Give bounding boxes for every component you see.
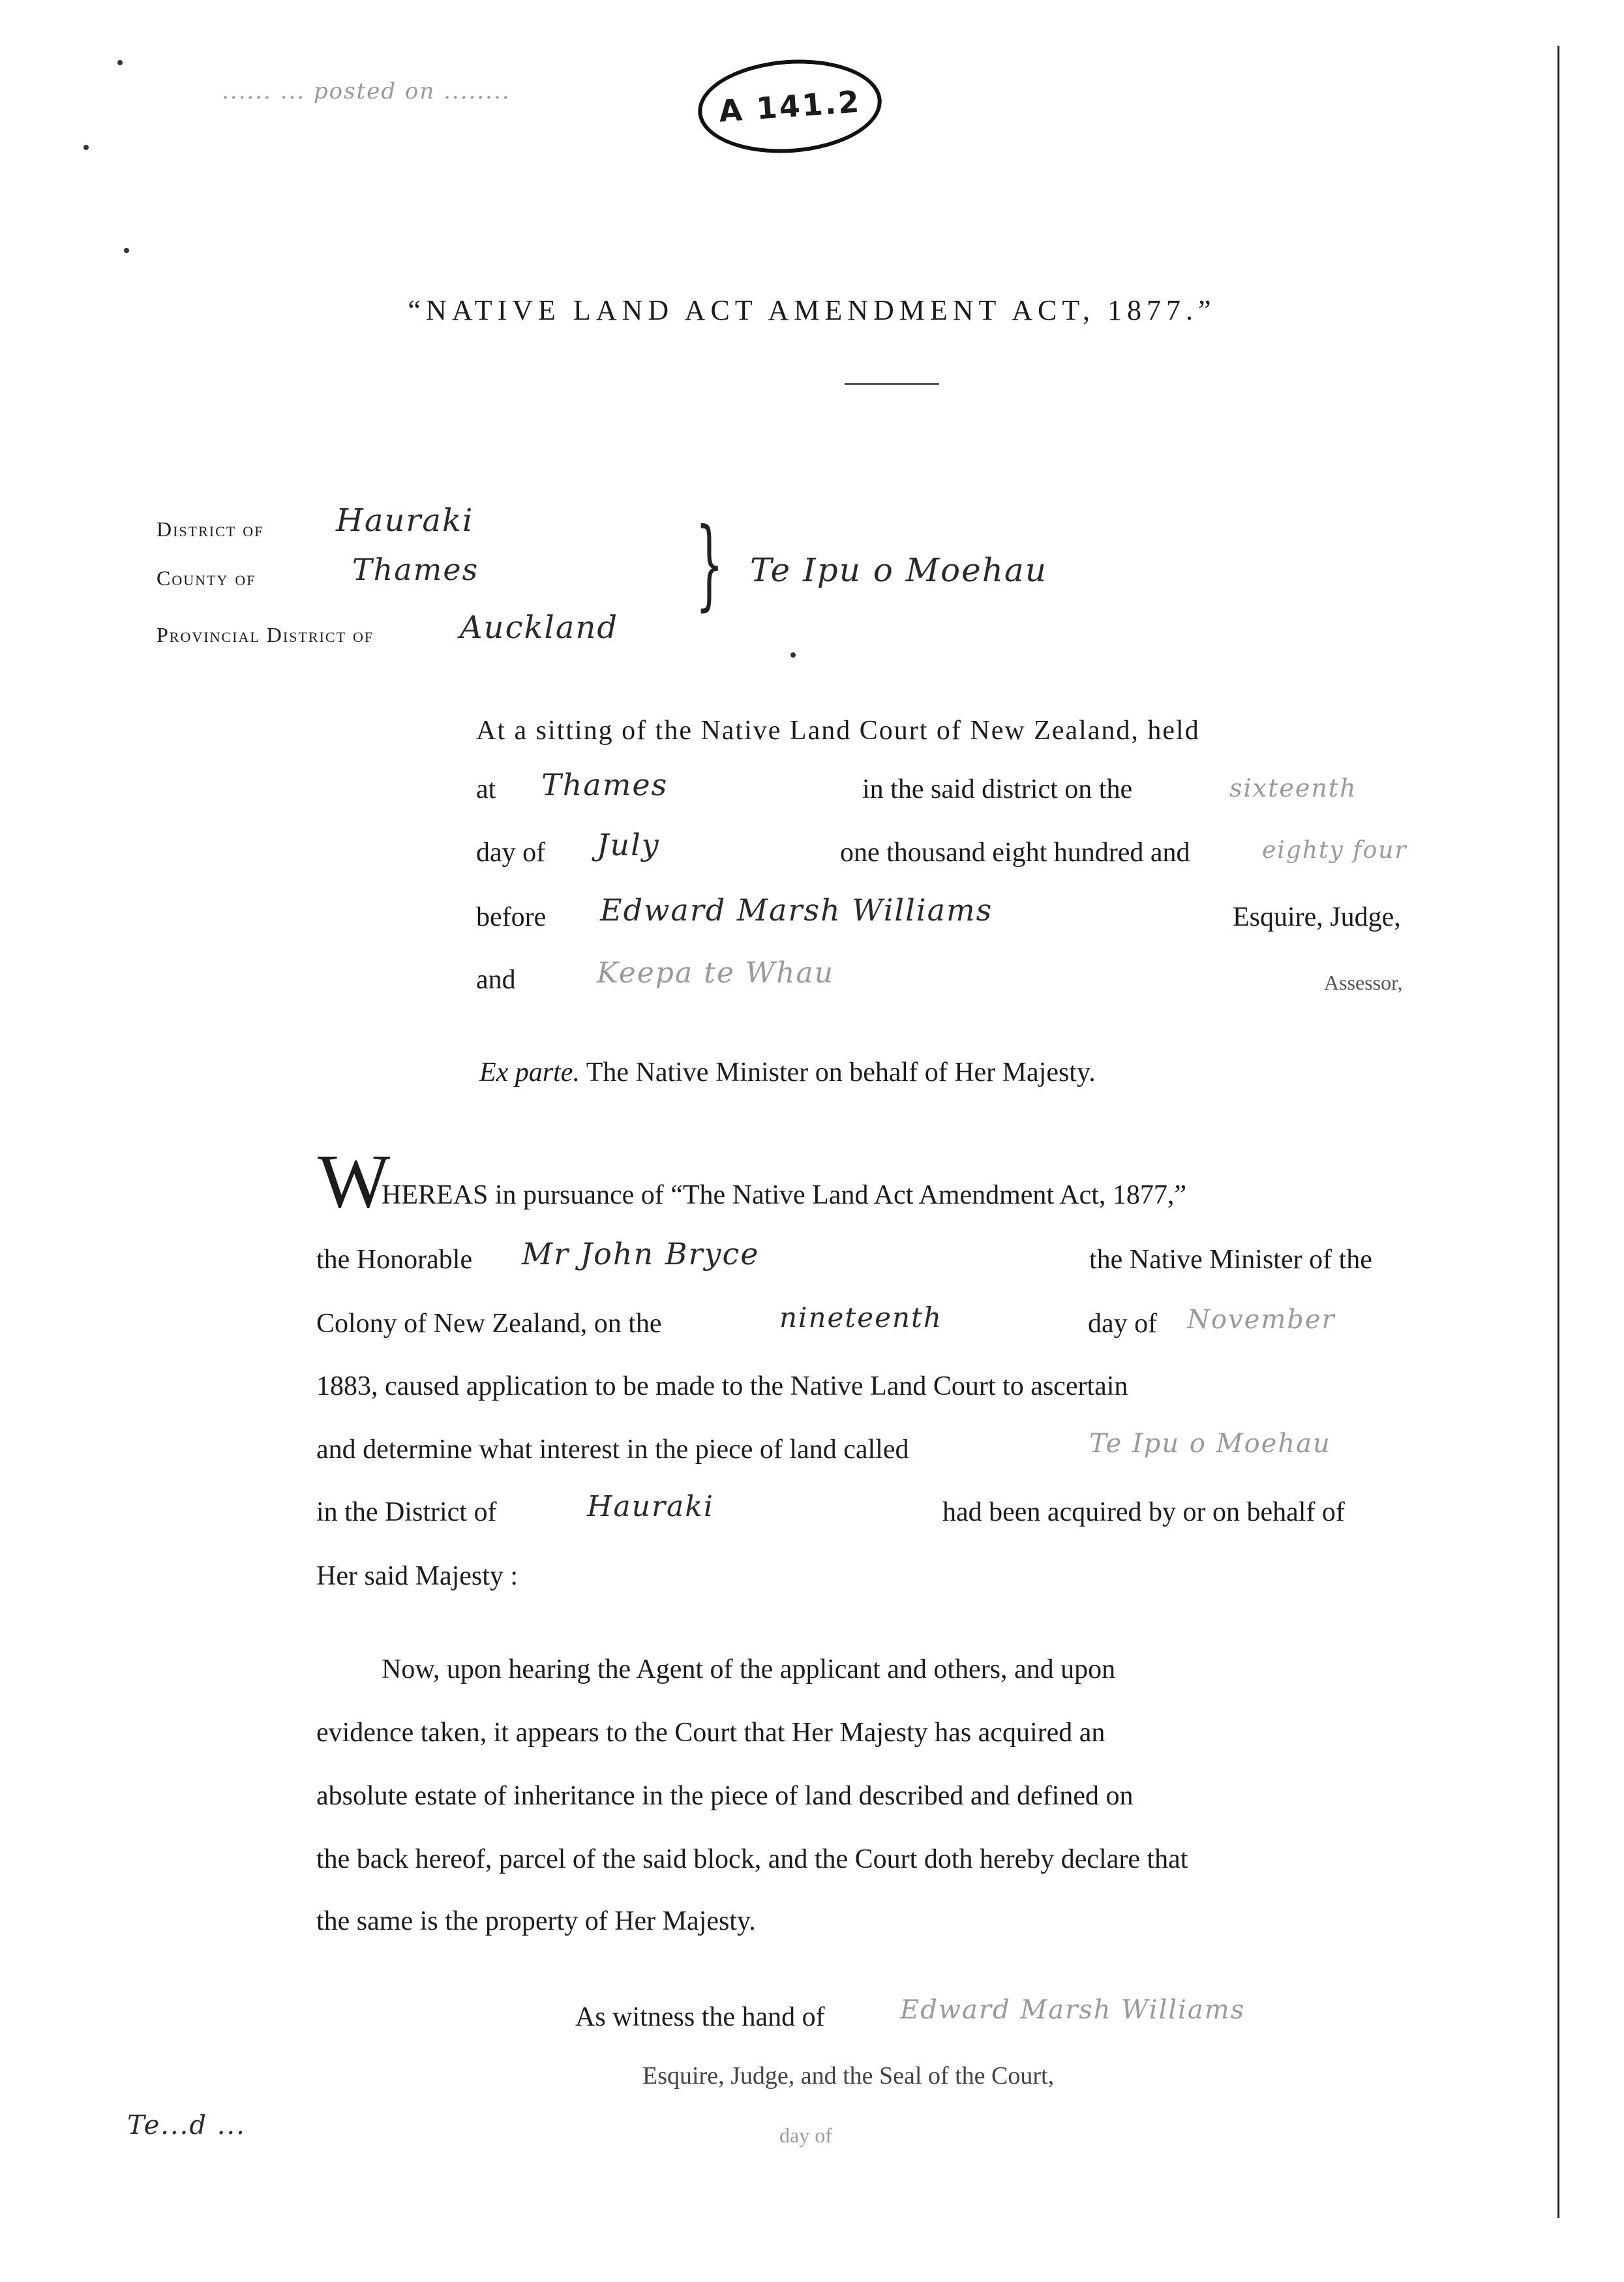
- whereas-line-1: HEREAS in pursuance of “The Native Land Act Amendment Act, 1877,”: [382, 1180, 1187, 1210]
- whereas-line-5-prefix: and determine what interest in the piece of land called: [316, 1435, 909, 1465]
- sitting-year: eighty four: [1262, 837, 1407, 864]
- district-label: District of: [157, 517, 264, 541]
- whereas-line-4-text: , caused application to be made to the Native Land Court to ascertain: [371, 1371, 1128, 1401]
- sitting-place: Thames: [541, 767, 669, 802]
- sitting-day: sixteenth: [1229, 774, 1357, 802]
- margin-note: Te...d ...: [127, 2110, 246, 2140]
- ex-parte-italic: Ex parte.: [479, 1057, 580, 1088]
- ink-speck: [83, 145, 89, 150]
- sitting-district-text: in the said district on the: [862, 774, 1133, 804]
- right-margin-rule: [1557, 46, 1559, 2218]
- witness-line-3: day of: [779, 2123, 832, 2147]
- ink-speck: [790, 652, 796, 658]
- assessor-title: Assessor,: [1324, 971, 1403, 994]
- sitting-year-text: one thousand eight hundred and: [840, 838, 1190, 868]
- sitting-dayof-label: day of: [476, 838, 546, 868]
- judge-title: Esquire, Judge,: [1233, 902, 1401, 932]
- reference-stamp: [695, 53, 884, 159]
- county-value: Thames: [352, 552, 479, 587]
- ex-parte-text: The Native Minister on behalf of Her Majesty.: [586, 1057, 1096, 1088]
- act-title: “NATIVE LAND ACT AMENDMENT ACT, 1877.”: [408, 294, 1216, 326]
- whereas-line-6-suffix: had been acquired by or on behalf of: [942, 1497, 1345, 1527]
- witness-line-2: Esquire, Judge, and the Seal of the Court,: [642, 2062, 1055, 2090]
- block-name: Te Ipu o Moehau: [750, 551, 1047, 589]
- whereas-line-3-mid: day of: [1088, 1309, 1158, 1339]
- judge-name: Edward Marsh Williams: [600, 892, 993, 928]
- sitting-line-1: At a sitting of the Native Land Court of New Zealand, held: [476, 716, 1200, 746]
- assessor-name: Keepa te Whau: [597, 956, 834, 990]
- ink-speck: [117, 60, 123, 65]
- minister-name: Mr John Bryce: [522, 1236, 760, 1271]
- sitting-month: July: [597, 827, 660, 862]
- application-year: 1883: [316, 1371, 371, 1401]
- ex-parte-line: [479, 1057, 1096, 1088]
- whereas-district: Hauraki: [587, 1490, 714, 1523]
- provincial-district-value: Auckland: [460, 609, 619, 646]
- whereas-line-2-prefix: the Honorable: [316, 1245, 473, 1275]
- whereas-line-3-prefix: Colony of New Zealand, on the: [316, 1309, 662, 1339]
- witness-name: Edward Marsh Williams: [900, 1995, 1246, 2025]
- whereas-line-7: Her said Majesty :: [316, 1561, 519, 1591]
- whereas-line-2-suffix: the Native Minister of the: [1089, 1245, 1372, 1275]
- now-line-3: absolute estate of inheritance in the piece of land described and defined on: [316, 1781, 1134, 1811]
- application-date: nineteenth: [779, 1301, 942, 1333]
- county-label: County of: [157, 566, 256, 590]
- sitting-and-label: and: [476, 965, 516, 995]
- now-line-4: the back hereof, parcel of the said block, and the Court doth hereby declare that: [316, 1844, 1188, 1874]
- district-value: Hauraki: [336, 502, 474, 539]
- faint-header-note: ...... ... posted on ........: [222, 78, 511, 104]
- reference-number: A 141.2: [717, 84, 862, 129]
- now-line-5: the same is the property of Her Majesty.: [316, 1906, 756, 1936]
- title-divider: [845, 383, 939, 385]
- witness-line-1: As witness the hand of: [575, 2002, 825, 2032]
- provincial-district-label: Provincial District of: [157, 623, 374, 647]
- ink-speck: [124, 248, 129, 253]
- whereas-line-6-prefix: in the District of: [316, 1497, 497, 1527]
- whereas-line-4: [316, 1371, 1128, 1402]
- land-name: Te Ipu o Moehau: [1089, 1429, 1331, 1459]
- drop-cap: W: [318, 1138, 391, 1224]
- sitting-before-label: before: [476, 902, 547, 932]
- now-line-2: evidence taken, it appears to the Court that Her Majesty has acquired an: [316, 1718, 1105, 1748]
- brace-bracket: }: [695, 508, 724, 621]
- application-month: November: [1187, 1305, 1336, 1335]
- now-line-1: Now, upon hearing the Agent of the applicant and others, and upon: [382, 1654, 1116, 1684]
- sitting-at-label: at: [476, 774, 496, 804]
